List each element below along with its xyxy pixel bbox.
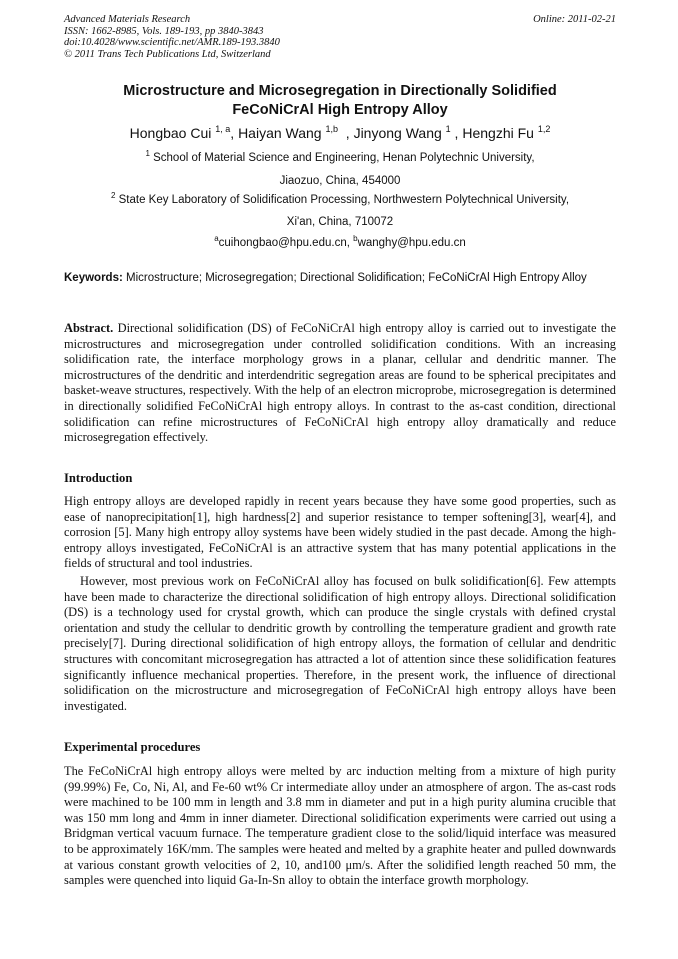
introduction-paragraph-1: High entropy alloys are developed rapidly in recent years because they have some good properties, such as ease of nanoprecipitation[1], high hardness[2] and superior resistance to temper softening[3], wear[4], and corrosion [5]. Many high entropy alloy systems have been widely studied in the past decade. Among the high-entropy alloys investigated, FeCoNiCrAl is an attractive system that has many potential applications in the fields of structural and tool industries. — [64, 494, 616, 571]
email-b: wanghy@hpu.edu.cn — [357, 237, 466, 249]
doi-line: doi:10.4028/www.scientific.net/AMR.189-193.3840 — [64, 37, 280, 48]
keywords-label: Keywords: — [64, 272, 123, 284]
title-line-2: FeCoNiCrAl High Entropy Alloy — [232, 102, 448, 118]
abstract-text: Directional solidification (DS) of FeCoNiCrAl high entropy alloy is carried out to investigate the microstructures and microsegregation under controlled solidification conditions. With an increasing solidification rate, the interface morphology grows in a planar, cellular and dendritic manner. The microstructures of the dendritic and interdendritic segregation areas are found to be spherical precipitates and basket-weave structures, respectively. With the help of an electron microprobe, microsegregation is determined in directionally solidified FeCoNiCrAl high entropy alloys. In contrast to the as-cast condition, directional solidification can refine microstructures of FeCoNiCrAl high entropy alloy dramatically and reduce microsegregation effectively. — [64, 321, 616, 445]
affiliation-text: State Key Laboratory of Solidification Processing, Northwestern Polytechnical University, — [118, 194, 570, 206]
author-affiliation-mark: 1,2 — [537, 124, 551, 134]
author-affiliation-mark: 1, a — [215, 124, 231, 134]
issn-line: ISSN: 1662-8985, Vols. 189-193, pp 3840-3843 — [64, 25, 264, 37]
email-a: cuihongbao@hpu.edu.cn, — [218, 237, 354, 249]
affiliation-mark: 2 — [110, 191, 116, 200]
affiliation-mark: 1 — [145, 149, 150, 158]
experimental-paragraph-1: The FeCoNiCrAl high entropy alloys were melted by arc induction melting from a mixture of high purity (99.99%) Fe, Co, Ni, Al, and Fe-60 wt% Cr intermediate alloy under an atmosphere of argon. The as-cast rods were machined to be 100 mm in length and 3.8 mm in diameter and put in a high purity alumina crucible that was 150 mm long and 4mm in inner diameter. Directional solidification experiments were carried out using a Bridgman vertical vacuum furnace. The temperature gradient close to the solid/liquid interface was measured to be approximately 16K/mm. The samples were heated and melted by a graphite heater and pulled downwards at various constant growth velocities of 2, 10, and100 μm/s. After the solidified length reached 50 mm, the samples were quenched into liquid Ga-In-Sn alloy to obtain the interface growth morphology. — [64, 764, 616, 888]
email-mark: a — [214, 234, 219, 243]
author-affiliation-mark: 1,b — [325, 124, 338, 134]
section-heading-introduction: Introduction — [64, 471, 133, 485]
abstract-label: Abstract. — [64, 321, 114, 335]
affiliation-1-line-2: Jiaozuo, China, 454000 — [279, 175, 401, 187]
journal-name: Advanced Materials Research — [64, 14, 191, 25]
author-list: Hongbao Cui $^{1, a}$, Haiyan Wang $^{1,b}$ , Jinyong Wang $^1$ , Hengzhi Fu $^{1,2}$ — [129, 124, 551, 141]
affiliation-1-line-1 — [64, 151, 616, 165]
email-mark: b — [353, 234, 358, 243]
author-name: Hengzhi Fu — [462, 125, 534, 141]
author-name: Hongbao Cui — [129, 125, 212, 141]
introduction-paragraph-2: However, most previous work on FeCoNiCrAl alloy has focused on bulk solidification[6]. Few attempts have been made to characterize the directional solidification of high entropy alloys. Directional solidification (DS) is a technology used for crystal growth, which can produce the single crystals with defined crystal orientation and study the cellular to dendritic growth by controlling the temperature gradient and growth rate precisely[7]. During directional solidification of high entropy alloys, the formation of cellular and dendritic structures with concomitant microsegregation has attracted a lot of attention since these solidification features significantly influence mechanical properties. Therefore, in the present work, the influence of directional solidification on the microstructure and microsegregation of FeCoNiCrAl high entropy alloys have been investigated. — [64, 574, 616, 713]
author-name: Jinyong Wang — [353, 125, 442, 141]
author-affiliation-mark: 1 — [445, 124, 451, 134]
copyright-line: © 2011 Trans Tech Publications Ltd, Switzerland — [64, 48, 271, 60]
affiliation-2-line-2: Xi'an, China, 710072 — [286, 216, 394, 228]
abstract — [64, 321, 616, 446]
online-date: Online: 2011-02-21 — [533, 14, 616, 25]
paper-title — [64, 82, 616, 120]
journal-header — [64, 14, 616, 60]
affiliation-2-line-1 — [64, 193, 616, 207]
keywords — [64, 271, 616, 286]
author-name: Haiyan Wang — [238, 125, 322, 141]
keywords-text: Microstructure; Microsegregation; Directional Solidification; FeCoNiCrAl High Entropy Alloy — [122, 272, 587, 284]
email-line — [64, 236, 616, 250]
section-heading-experimental: Experimental procedures — [64, 740, 201, 754]
affiliation-text: School of Material Science and Engineering, Henan Polytechnic University, — [153, 152, 535, 164]
title-line-1: Microstructure and Microsegregation in Directionally Solidified — [123, 83, 557, 99]
